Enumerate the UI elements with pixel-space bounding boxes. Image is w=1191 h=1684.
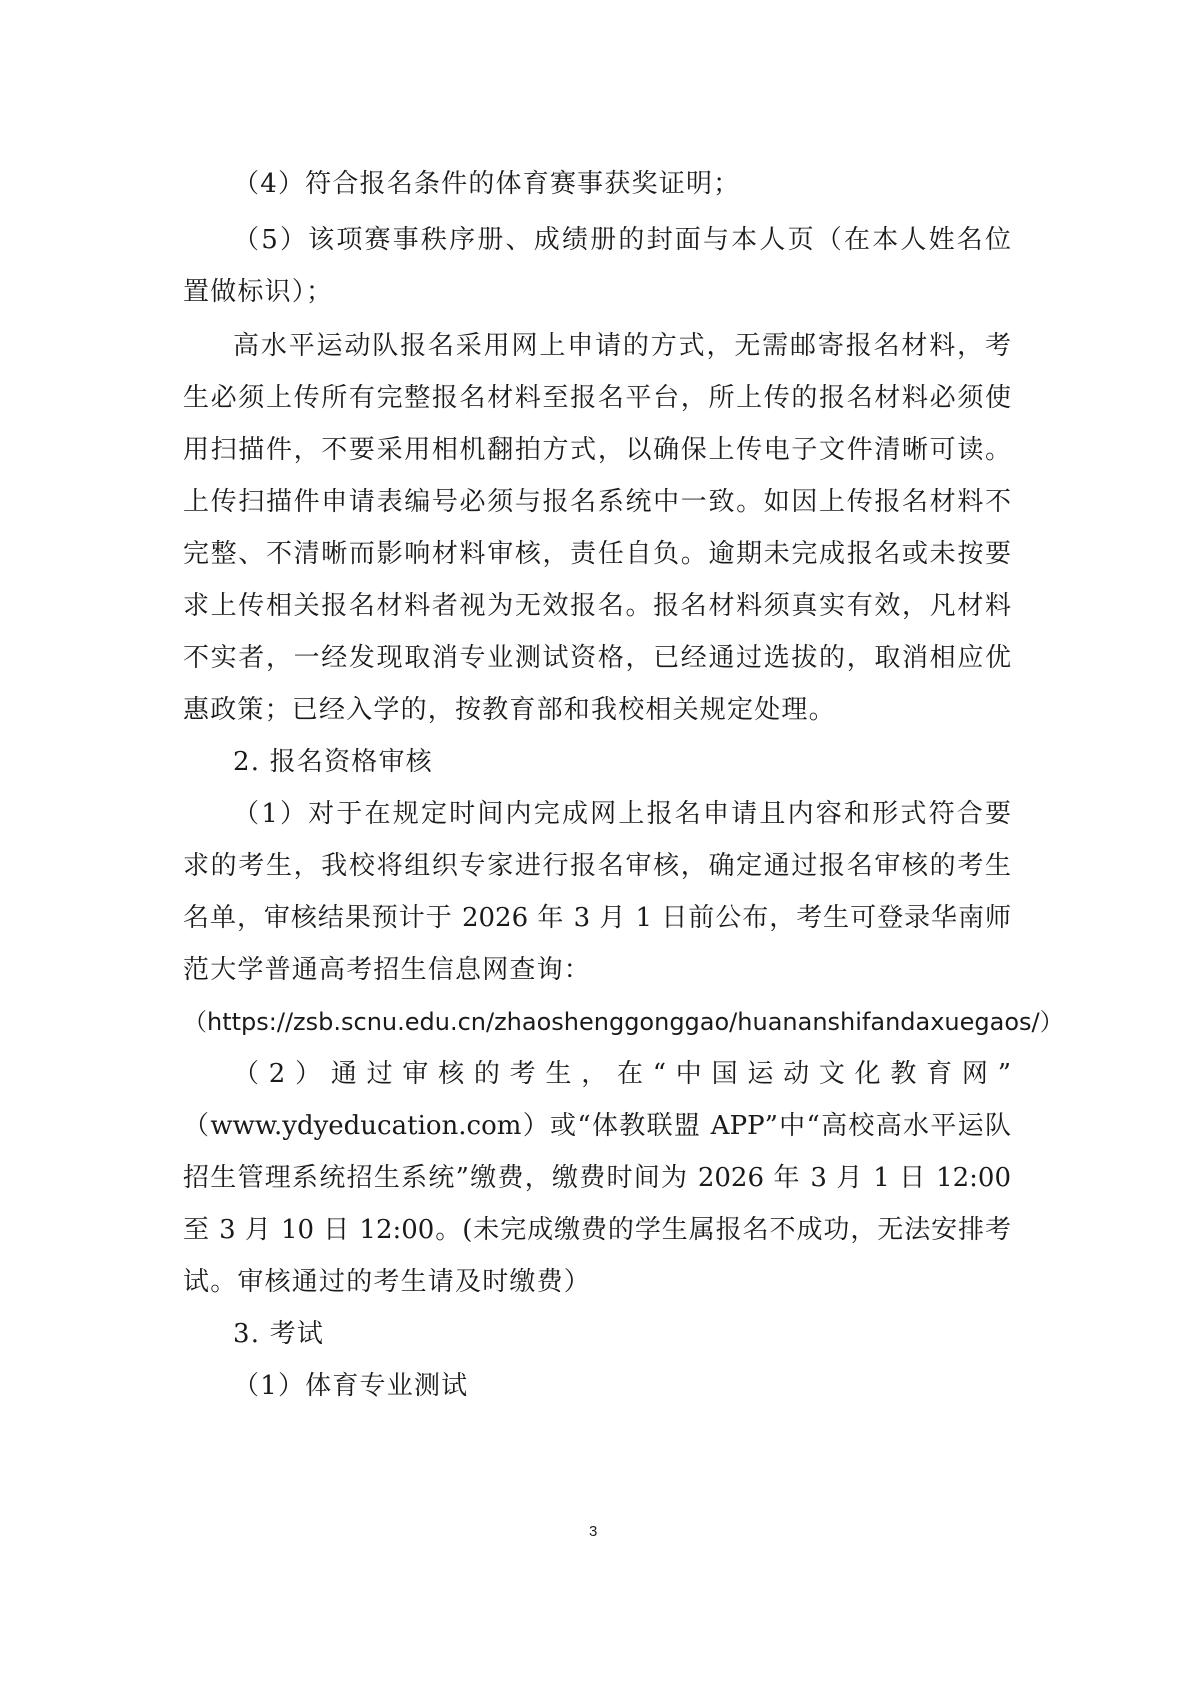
admissions-website-link[interactable]: （https://zsb.scnu.edu.cn/zhaoshenggonggao/huananshifandaxuegaos/） bbox=[183, 1008, 1064, 1036]
review-item-1-line-4: 范大学普通高考招生信息网查询： bbox=[183, 955, 592, 985]
section-heading-exam: 3. 考试 bbox=[233, 1319, 325, 1349]
page-number: 3 bbox=[589, 1523, 598, 1540]
online-application-paragraph-line-5: 完整、不清晰而影响材料审核，责任自负。逾期未完成报名或未按要 bbox=[183, 539, 1011, 569]
review-item-2-line-2: （www.ydyeducation.com）或“体教联盟 APP”中“高校高水平运队 bbox=[183, 1111, 1011, 1141]
review-item-1-line-1: （1）对于在规定时间内完成网上报名申请且内容和形式符合要 bbox=[233, 799, 1011, 829]
online-application-paragraph-line-1: 高水平运动队报名采用网上申请的方式，无需邮寄报名材料，考 bbox=[233, 331, 1011, 361]
exam-item-1-sports-test: （1）体育专业测试 bbox=[233, 1371, 469, 1401]
review-item-2-line-3: 招生管理系统招生系统”缴费，缴费时间为 2026 年 3 月 1 日 12:00 bbox=[183, 1163, 1011, 1193]
item-5-program-booklet-line-1: （5）该项赛事秩序册、成绩册的封面与本人页（在本人姓名位 bbox=[233, 225, 1011, 255]
online-application-paragraph-line-3: 用扫描件，不要采用相机翻拍方式，以确保上传电子文件清晰可读。 bbox=[183, 435, 1011, 465]
online-application-paragraph-line-2: 生必须上传所有完整报名材料至报名平台，所上传的报名材料必须使 bbox=[183, 383, 1011, 413]
review-item-1-line-2: 求的考生，我校将组织专家进行报名审核，确定通过报名审核的考生 bbox=[183, 851, 1011, 881]
review-item-1-line-3: 名单，审核结果预计于 2026 年 3 月 1 日前公布，考生可登录华南师 bbox=[183, 903, 1011, 933]
online-application-paragraph-line-7: 不实者，一经发现取消专业测试资格，已经通过选拔的，取消相应优 bbox=[183, 643, 1011, 673]
section-heading-qualification-review: 2. 报名资格审核 bbox=[233, 747, 433, 777]
item-4-award-certificate: （4）符合报名条件的体育赛事获奖证明； bbox=[233, 169, 741, 199]
online-application-paragraph-line-4: 上传扫描件申请表编号必须与报名系统中一致。如因上传报名材料不 bbox=[183, 487, 1011, 517]
review-item-2-line-5: 试。审核通过的考生请及时缴费） bbox=[183, 1267, 592, 1297]
item-5-program-booklet-line-2: 置做标识）； bbox=[183, 277, 334, 307]
review-item-2-line-4: 至 3 月 10 日 12:00。(未完成缴费的学生属报名不成功，无法安排考 bbox=[183, 1215, 1011, 1245]
online-application-paragraph-line-6: 求上传相关报名材料者视为无效报名。报名材料须真实有效，凡材料 bbox=[183, 591, 1011, 621]
review-item-2-line-1: （2）通过审核的考生，在“中国运动文化教育网” bbox=[233, 1059, 1011, 1089]
online-application-paragraph-line-8: 惠政策；已经入学的，按教育部和我校相关规定处理。 bbox=[183, 695, 836, 725]
